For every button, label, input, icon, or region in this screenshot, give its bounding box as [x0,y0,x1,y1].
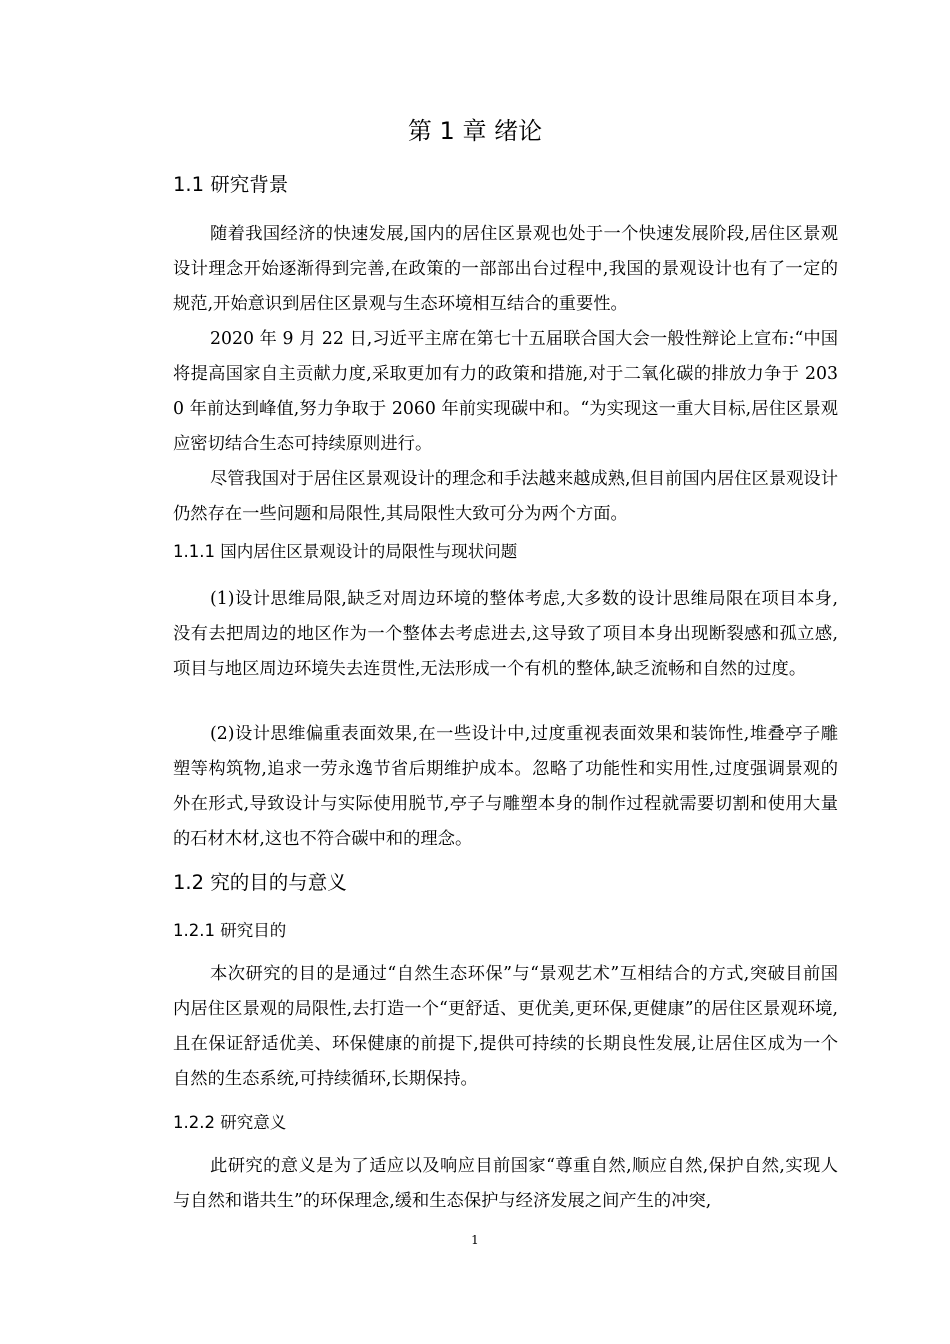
paragraph: (2)设计思维偏重表面效果,在一些设计中,过度重视表面效果和装饰性,堆叠亭子雕塑等构筑物,追求一劳永逸节省后期维护成本。忽略了功能性和实用性,过度强调景观的外在形式,导致设计与实际使用脱节,亭子与雕塑本身的制作过程就需要切割和使用大量的石材木材,这也不符合碳中和的理念。 [173,724,838,849]
paragraph: 随着我国经济的快速发展,国内的居住区景观也处于一个快速发展阶段,居住区景观设计理念开始逐渐得到完善,在政策的一部部出台过程中,我国的景观设计也有了一定的规范,开始意识到居住区景观与生态环境相互结合的重要性。 [173,224,838,314]
section-heading-1-2-1: 1.2.1 研究目的 [173,921,287,940]
section-heading-1-2: 1.2 究的目的与意义 [173,871,347,894]
page-number: 1 [471,1233,479,1247]
paragraph: (1)设计思维局限,缺乏对周边环境的整体考虑,大多数的设计思维局限在项目本身,没有去把周边的地区作为一个整体去考虑进去,这导致了项目本身出现断裂感和孤立感,项目与地区周边环境失去连贯性,无法形成一个有机的整体,缺乏流畅和自然的过度。 [173,589,838,679]
paragraph: 尽管我国对于居住区景观设计的理念和手法越来越成熟,但目前国内居住区景观设计仍然存在一些问题和局限性,其局限性大致可分为两个方面。 [173,469,838,524]
paragraph: 2020 年 9 月 22 日,习近平主席在第七十五届联合国大会一般性辩论上宣布:“中国将提高国家自主贡献力度,采取更加有力的政策和措施,对于二氧化碳的排放力争于 2030 年前达到峰值,努力争取于 2060 年前实现碳中和。“为实现这一重大目标,居住区景观应密切结合生态可持续原则进行。 [173,329,838,454]
paragraph: 此研究的意义是为了适应以及响应目前国家“尊重自然,顺应自然,保护自然,实现人与自然和谐共生”的环保理念,缓和生态保护与经济发展之间产生的冲突, [173,1156,838,1211]
section-heading-1-1: 1.1 研究背景 [173,173,289,196]
chapter-title: 第 1 章 绪论 [407,117,543,145]
section-heading-1-2-2: 1.2.2 研究意义 [173,1113,287,1132]
section-heading-1-1-1: 1.1.1 国内居住区景观设计的局限性与现状问题 [173,542,518,561]
paragraph: 本次研究的目的是通过“自然生态环保”与“景观艺术”互相结合的方式,突破目前国内居住区景观的局限性,去打造一个“更舒适、更优美,更环保,更健康”的居住区景观环境,且在保证舒适优美、环保健康的前提下,提供可持续的长期良性发展,让居住区成为一个自然的生态系统,可持续循环,长期保持。 [173,964,838,1089]
